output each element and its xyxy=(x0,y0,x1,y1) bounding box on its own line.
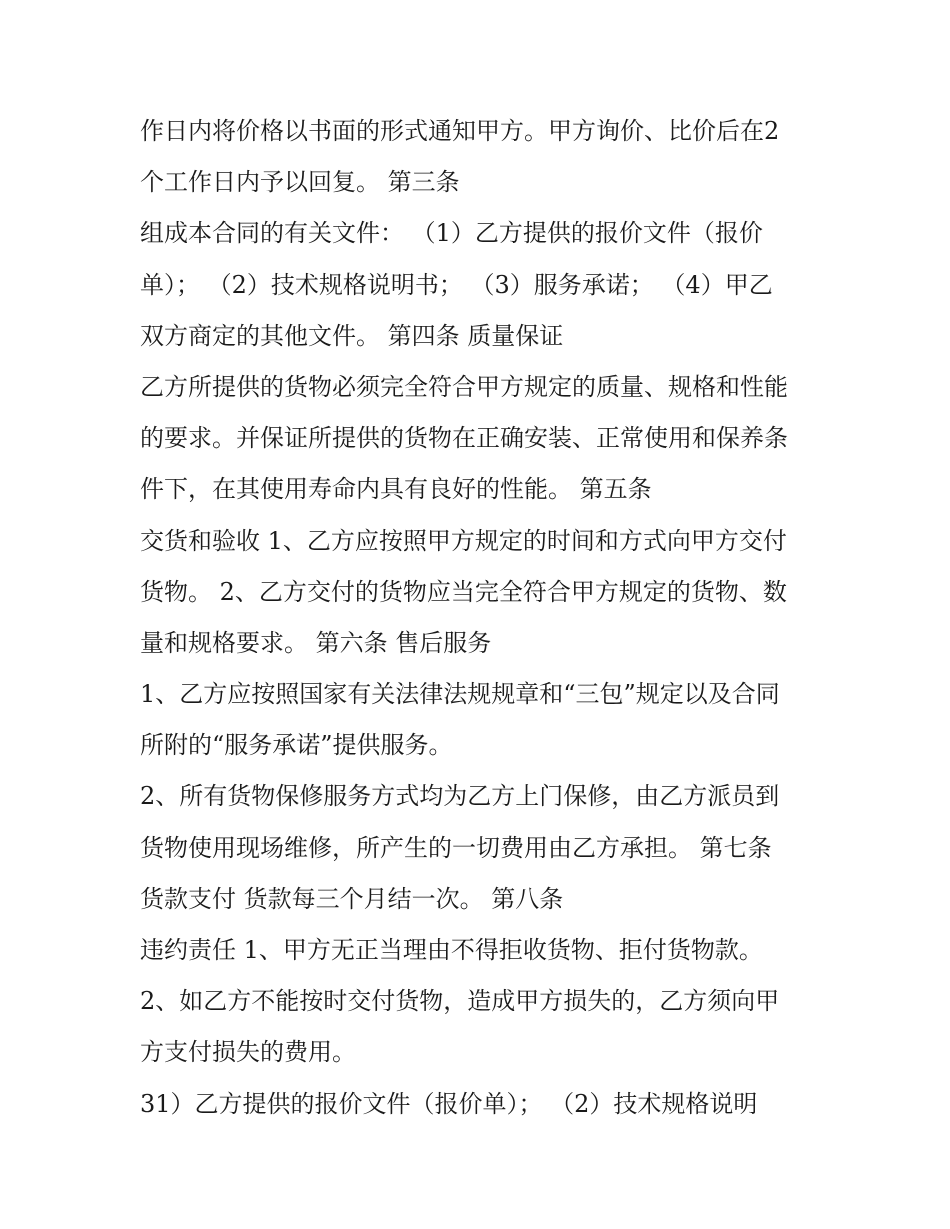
text-line: 31）乙方提供的报价文件（报价单）； （2）技术规格说明 xyxy=(140,1089,758,1118)
text-line: 组成本合同的有关文件： （1）乙方提供的报价文件（报价 xyxy=(140,219,763,248)
text-line: 所附的“服务承诺”提供服务。 xyxy=(140,731,453,760)
text-line: 量和规格要求。 第六条 售后服务 xyxy=(140,628,492,657)
text-line: 单）； （2）技术规格说明书； （3）服务承诺； （4）甲乙 xyxy=(140,270,773,299)
text-line: 件下，在其使用寿命内具有良好的性能。 第五条 xyxy=(140,475,652,504)
text-line: 方支付损失的费用。 xyxy=(140,1038,356,1067)
text-line: 货物使用现场维修，所产生的一切费用由乙方承担。 第七条 xyxy=(140,833,772,862)
text-line: 作日内将价格以书面的形式通知甲方。甲方询价、比价后在2 xyxy=(140,117,780,145)
text-line: 1、乙方应按照国家有关法律法规规章和“三包”规定以及合同 xyxy=(140,680,780,709)
text-line: 货物。 2、乙方交付的货物应当完全符合甲方规定的货物、数 xyxy=(140,577,787,606)
text-line: 货款支付 货款每三个月结一次。 第八条 xyxy=(140,884,564,913)
text-line: 2、如乙方不能按时交付货物，造成甲方损失的，乙方须向甲 xyxy=(140,987,780,1016)
text-line: 双方商定的其他文件。 第四条 质量保证 xyxy=(140,321,564,350)
text-line: 2、所有货物保修服务方式均为乙方上门保修，由乙方派员到 xyxy=(140,782,780,811)
text-line: 个工作日内予以回复。 第三条 xyxy=(140,168,460,197)
text-line: 乙方所提供的货物必须完全符合甲方规定的质量、规格和性能 xyxy=(140,372,788,401)
text-line: 的要求。并保证所提供的货物在正确安装、正常使用和保养条 xyxy=(140,424,788,453)
text-line: 违约责任 1、甲方无正当理由不得拒收货物、拒付货物款。 xyxy=(140,936,763,964)
contract-text xyxy=(140,106,820,1130)
text-line: 交货和验收 1、乙方应按照甲方规定的时间和方式向甲方交付 xyxy=(140,526,787,555)
